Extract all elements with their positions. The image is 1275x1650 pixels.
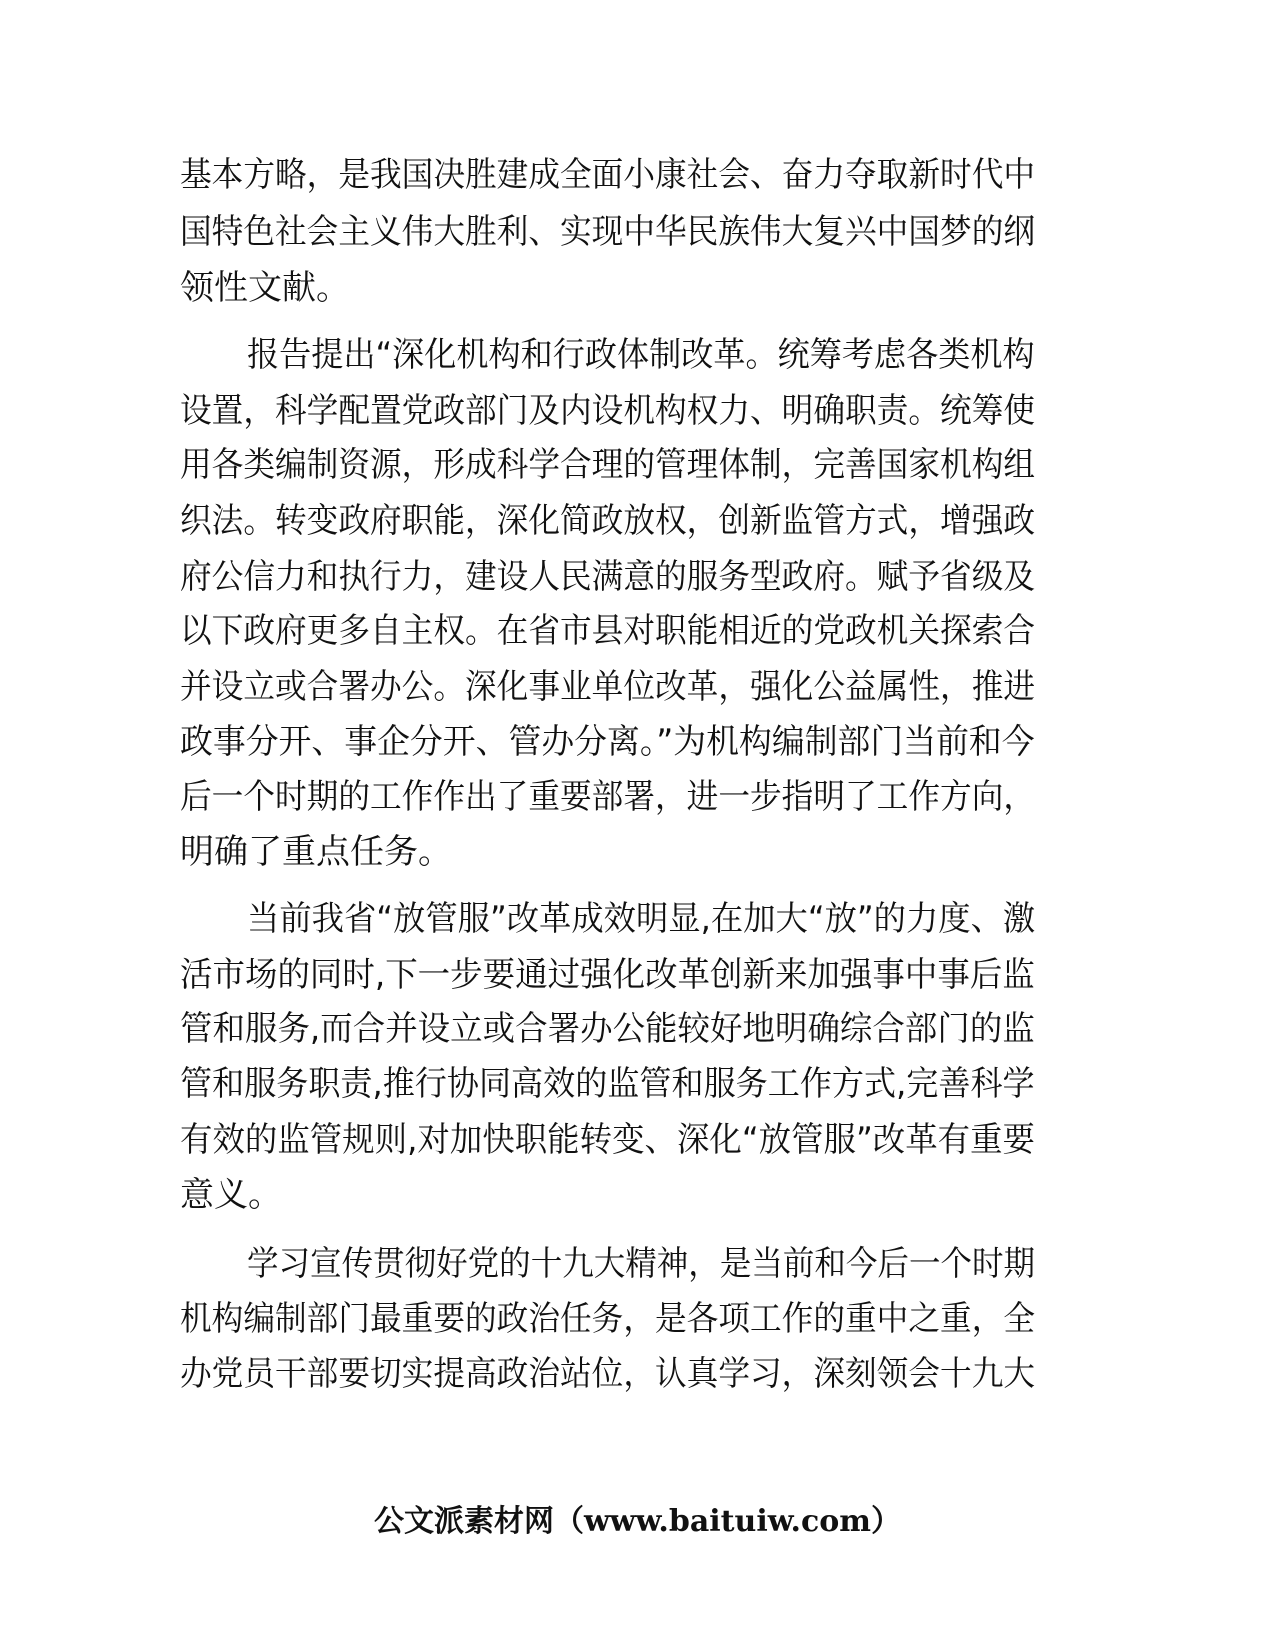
text-line: 管和服务职责,推行协同高效的监管和服务工作方式,完善科学	[180, 1064, 1035, 1104]
text-line: 报告提出“深化机构和行政体制改革。统筹考虑各类机构	[247, 335, 1035, 375]
footer-site-name: 公文派素材网（www.baituiw.com）	[373, 1504, 902, 1539]
text-line: 领性文献。	[180, 268, 350, 308]
text-line: 并设立或合署办公。深化事业单位改革，强化公益属性，推进	[180, 667, 1036, 707]
text-line: 府公信力和执行力，建设人民满意的服务型政府。赋予省级及	[180, 557, 1036, 597]
text-line: 基本方略，是我国决胜建成全面小康社会、奋力夺取新时代中	[180, 155, 1036, 195]
text-line: 国特色社会主义伟大胜利、实现中华民族伟大复兴中国梦的纲	[180, 212, 1036, 252]
text-line: 设置，科学配置党政部门及内设机构权力、明确职责。统筹使	[180, 391, 1036, 431]
text-line: 织法。转变政府职能，深化简政放权，创新监管方式，增强政	[180, 501, 1036, 541]
text-line: 后一个时期的工作作出了重要部署，进一步指明了工作方向，	[180, 777, 1036, 817]
text-line: 管和服务,而合并设立或合署办公能较好地明确综合部门的监	[180, 1009, 1035, 1049]
text-line: 机构编制部门最重要的政治任务，是各项工作的重中之重，全	[180, 1299, 1036, 1339]
text-line: 办党员干部要切实提高政治站位，认真学习，深刻领会十九大	[180, 1354, 1036, 1394]
text-line: 以下政府更多自主权。在省市县对职能相近的党政机关探索合	[180, 611, 1036, 651]
text-line: 明确了重点任务。	[180, 832, 452, 872]
text-line: 活市场的同时,下一步要通过强化改革创新来加强事中事后监	[180, 955, 1035, 995]
text-line: 有效的监管规则,对加快职能转变、深化“放管服”改革有重要	[180, 1120, 1036, 1160]
text-line: 意义。	[180, 1175, 282, 1215]
text-line: 当前我省“放管服”改革成效明显,在加大“放”的力度、激	[247, 899, 1036, 939]
text-line: 学习宣传贯彻好党的十九大精神，是当前和今后一个时期	[247, 1244, 1036, 1284]
text-line: 用各类编制资源，形成科学合理的管理体制，完善国家机构组	[180, 445, 1036, 485]
text-line: 政事分开、事企分开、管办分离。”为机构编制部门当前和今	[180, 722, 1035, 762]
